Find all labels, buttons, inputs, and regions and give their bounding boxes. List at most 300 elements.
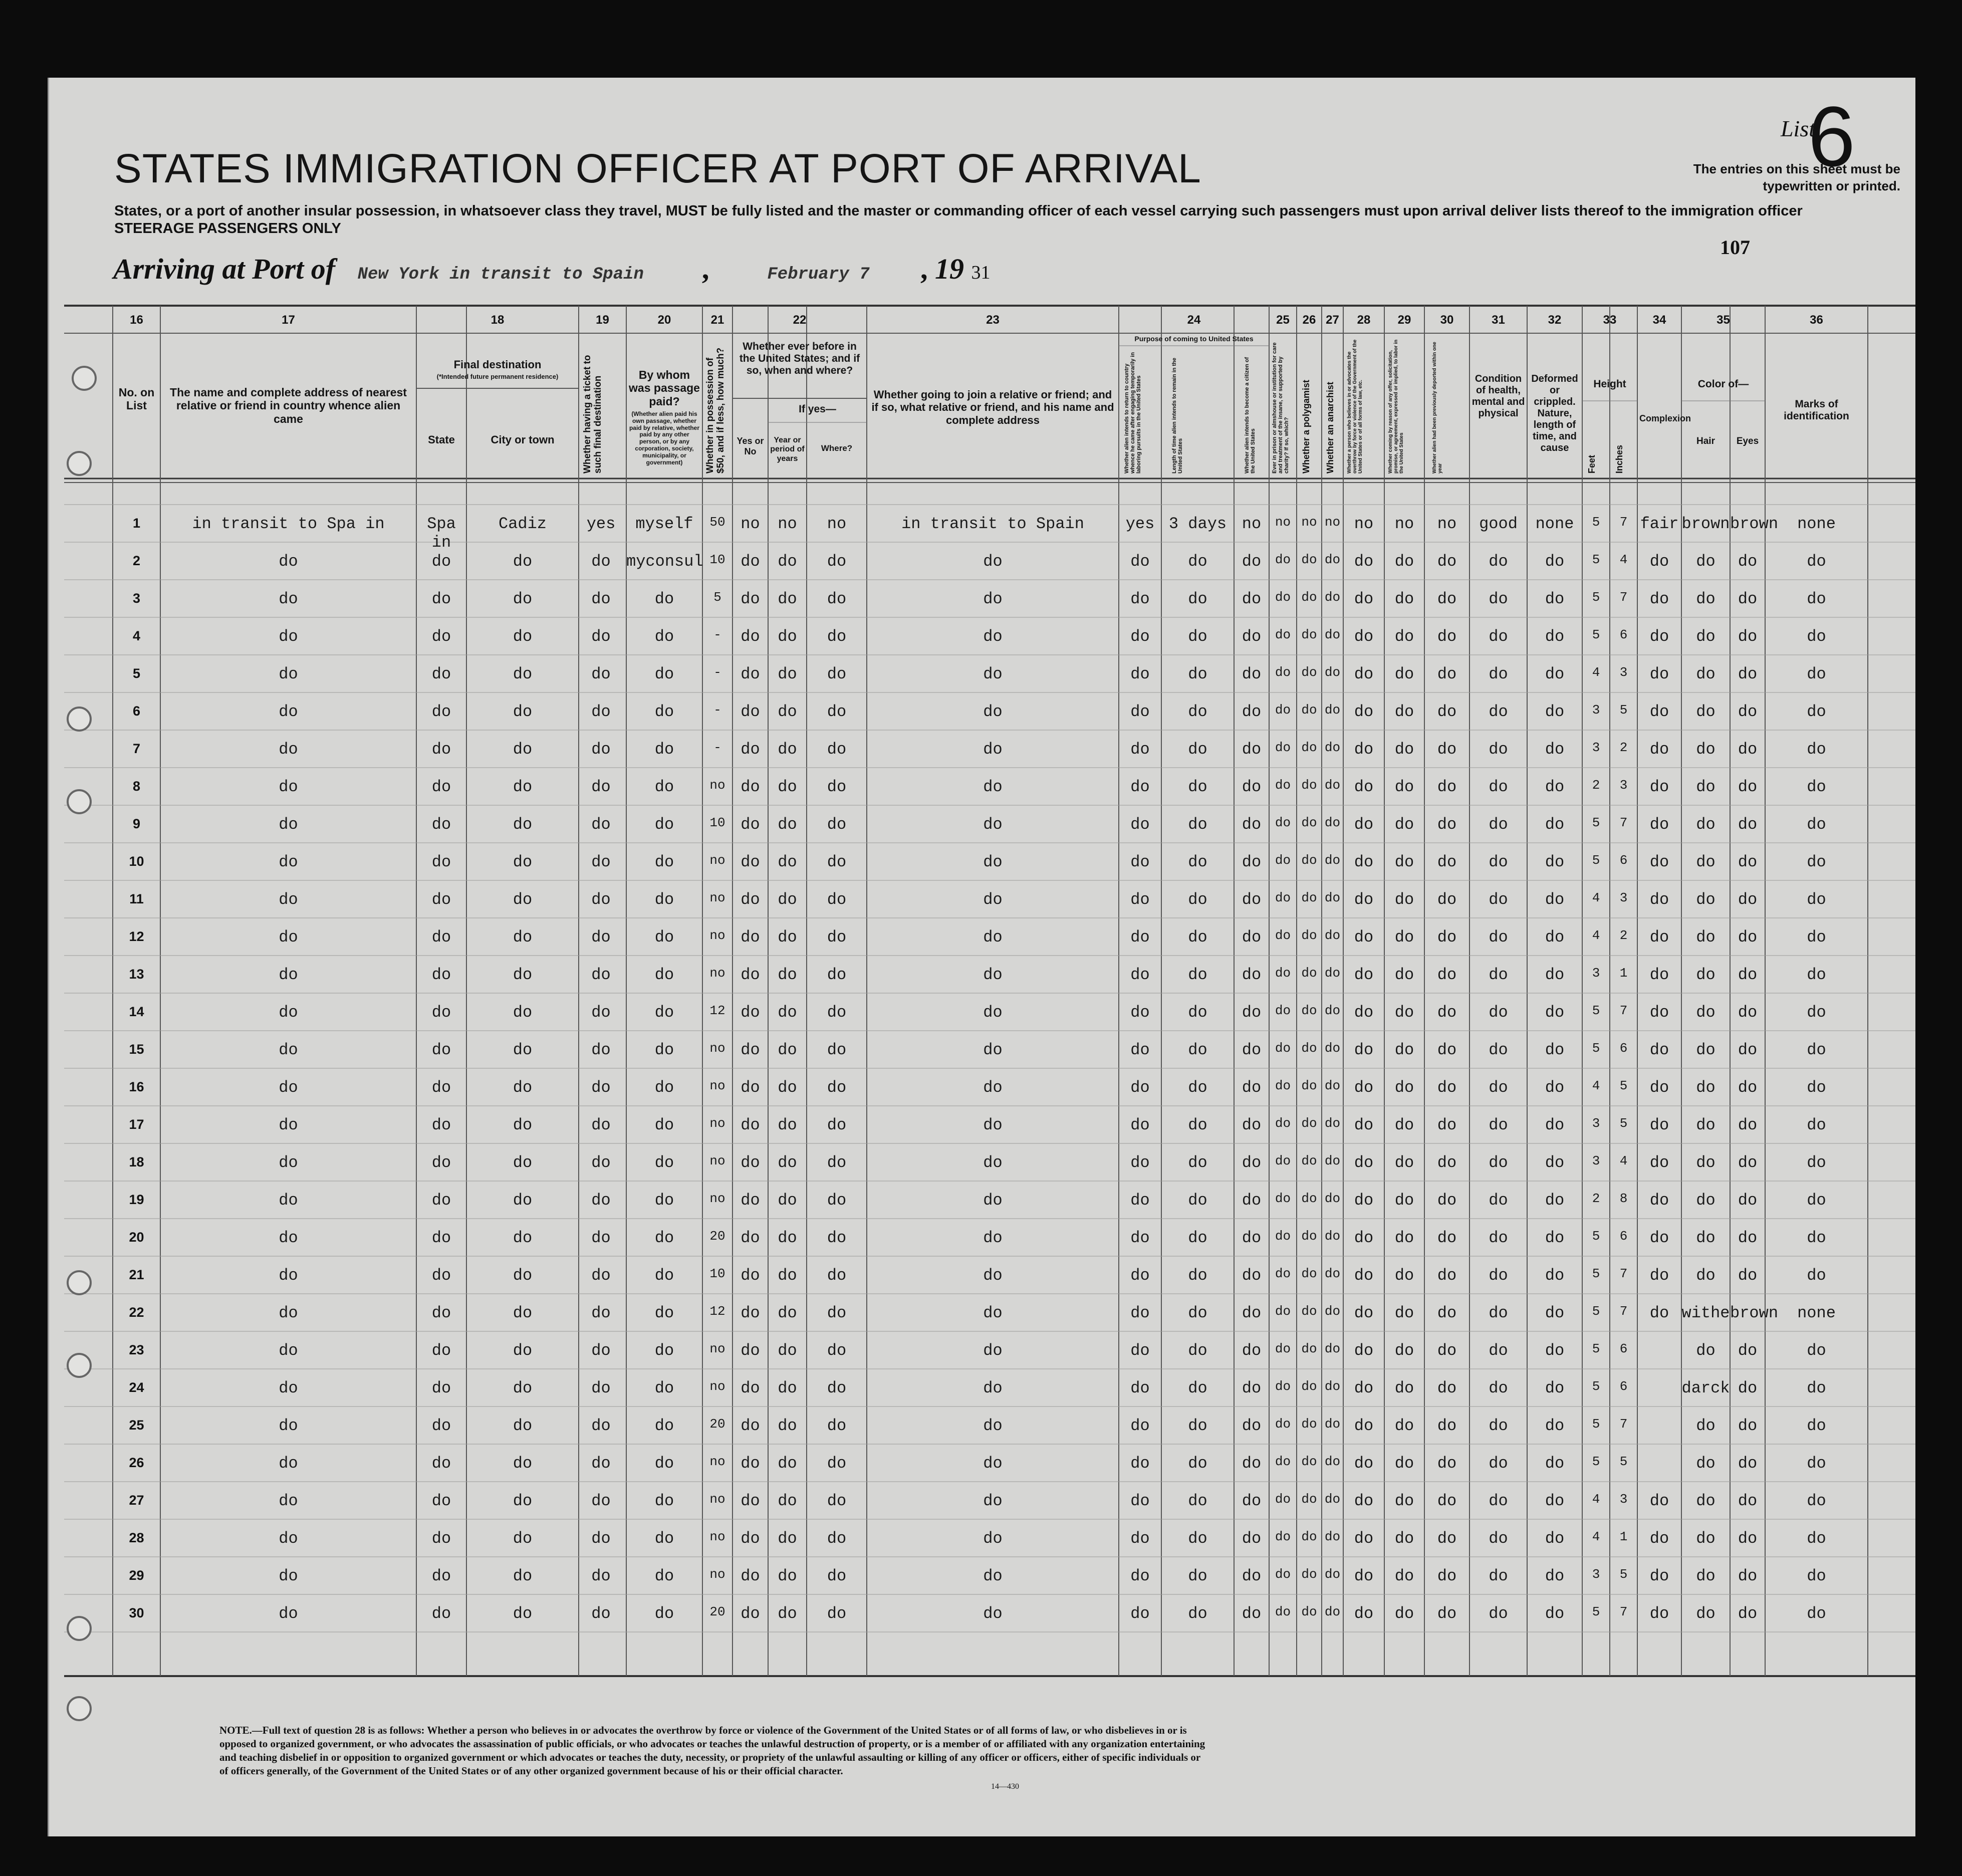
cell-yn: do: [741, 1153, 760, 1172]
cell-in: 7: [1619, 1003, 1628, 1018]
cell-wh: do: [827, 1078, 847, 1097]
cell-cx: do: [1649, 1191, 1669, 1210]
cell-wh: do: [827, 552, 847, 571]
cell-ey: do: [1738, 665, 1758, 683]
cell-paid: do: [654, 1454, 674, 1473]
cell-c29: do: [1394, 1003, 1414, 1022]
column-number: 29: [1397, 313, 1411, 327]
cell-c25: do: [1275, 1417, 1291, 1432]
cell-hr: do: [1696, 1078, 1715, 1097]
cell-join: do: [983, 627, 1003, 646]
column-number: 18: [491, 313, 505, 327]
cell-cx: do: [1649, 702, 1669, 721]
cell-tk: do: [591, 966, 611, 984]
cell-ft: 5: [1592, 1266, 1600, 1281]
cell-yr: do: [778, 1492, 797, 1510]
cell-p1: do: [1130, 1417, 1150, 1435]
cell-c29: do: [1394, 590, 1414, 608]
cell-p2: do: [1188, 702, 1207, 721]
cell-ft: 2: [1592, 1191, 1600, 1206]
cell-c17: do: [279, 1417, 298, 1435]
cell-m: no: [709, 1529, 725, 1544]
passenger-class: STEERAGE PASSENGERS ONLY: [114, 220, 341, 237]
cell-p1: do: [1130, 1116, 1150, 1134]
cell-join: do: [983, 552, 1003, 571]
cell-hl: do: [1489, 1153, 1508, 1172]
cell-st: do: [431, 1003, 451, 1022]
cell-c26: do: [1301, 1266, 1317, 1281]
cell-c17: do: [279, 1153, 298, 1172]
cell-yn: do: [741, 665, 760, 683]
cell-wh: do: [827, 740, 847, 759]
cell-p2: do: [1188, 1529, 1207, 1548]
cell-c29: do: [1394, 1304, 1414, 1322]
cell-st: do: [431, 1041, 451, 1059]
row-number: 11: [129, 891, 144, 906]
cell-c29: do: [1394, 853, 1414, 871]
cell-c28: do: [1354, 1417, 1374, 1435]
cell-in: 6: [1619, 1229, 1628, 1244]
cell-wh: do: [827, 665, 847, 683]
cell-tk: do: [591, 1454, 611, 1473]
cell-c27: do: [1324, 1041, 1341, 1056]
cell-c17: do: [279, 853, 298, 871]
cell-c29: do: [1394, 1191, 1414, 1210]
punch-hole: [67, 789, 92, 814]
header-join-relative: Whether going to join a relative or friend; and if so, what relative or friend, and his name and complete address: [871, 388, 1114, 426]
cell-c28: do: [1354, 1153, 1374, 1172]
row-number: 16: [129, 1079, 144, 1094]
cell-c27: do: [1324, 1116, 1341, 1131]
cell-st: do: [431, 853, 451, 871]
row-number: 7: [132, 741, 141, 756]
cell-wh: do: [827, 966, 847, 984]
cell-c26: do: [1301, 1191, 1317, 1206]
cell-c27: do: [1324, 590, 1341, 605]
cell-p3: do: [1242, 1078, 1262, 1097]
cell-hl: do: [1489, 1604, 1508, 1623]
cell-c17: do: [279, 665, 298, 683]
cell-join: in transit to Spain: [901, 515, 1084, 533]
cell-ey: brown: [1730, 515, 1779, 533]
cell-in: 5: [1619, 1567, 1628, 1582]
cell-df: do: [1545, 1041, 1565, 1059]
cell-in: 5: [1619, 1078, 1628, 1093]
cell-wh: do: [827, 1604, 847, 1623]
cell-c27: do: [1324, 890, 1341, 905]
cell-ey: do: [1738, 1153, 1758, 1172]
cell-mk: do: [1807, 928, 1826, 947]
cell-p1: do: [1130, 1229, 1150, 1247]
cell-c26: do: [1301, 1116, 1317, 1131]
cell-c30: do: [1437, 928, 1457, 947]
cell-c26: do: [1301, 1379, 1317, 1394]
cell-hr: do: [1696, 1492, 1715, 1510]
cell-p1: do: [1130, 1604, 1150, 1623]
cell-paid: do: [654, 928, 674, 947]
cell-p1: do: [1130, 1041, 1150, 1059]
cell-join: do: [983, 928, 1003, 947]
cell-city: do: [513, 1116, 533, 1134]
cell-yr: do: [778, 1191, 797, 1210]
cell-c27: do: [1324, 966, 1341, 981]
cell-join: do: [983, 1341, 1003, 1360]
cell-c28: do: [1354, 928, 1374, 947]
cell-paid: do: [654, 1341, 674, 1360]
page-title: STATES IMMIGRATION OFFICER AT PORT OF ARRIVAL: [114, 146, 1201, 191]
cell-paid: do: [654, 1229, 674, 1247]
cell-cx: do: [1649, 1266, 1669, 1285]
cell-st: do: [431, 1604, 451, 1623]
cell-wh: do: [827, 928, 847, 947]
cell-c26: do: [1301, 1417, 1317, 1432]
cell-yr: do: [778, 1604, 797, 1623]
cell-tk: do: [591, 1304, 611, 1322]
cell-p3: do: [1242, 1041, 1262, 1059]
cell-cx: do: [1649, 966, 1669, 984]
cell-df: do: [1545, 815, 1565, 834]
cell-p3: do: [1242, 1153, 1262, 1172]
cell-m: 10: [709, 815, 725, 830]
cell-p3: do: [1242, 778, 1262, 796]
cell-c25: do: [1275, 853, 1291, 868]
cell-c25: do: [1275, 627, 1291, 642]
cell-p3: do: [1242, 1604, 1262, 1623]
cell-ft: 2: [1592, 778, 1600, 793]
cell-ey: do: [1738, 1191, 1758, 1210]
cell-p2: do: [1188, 1604, 1207, 1623]
cell-ft: 5: [1592, 627, 1600, 642]
cell-st: do: [431, 1492, 451, 1510]
cell-c26: do: [1301, 552, 1317, 567]
cell-hr: do: [1696, 1041, 1715, 1059]
cell-paid: do: [654, 853, 674, 871]
cell-m: -: [713, 702, 721, 718]
cell-hl: do: [1489, 1567, 1508, 1585]
cell-c17: do: [279, 740, 298, 759]
cell-df: do: [1545, 1153, 1565, 1172]
cell-cx: fair: [1640, 515, 1679, 533]
cell-c30: do: [1437, 1041, 1457, 1059]
cell-c25: do: [1275, 1078, 1291, 1093]
cell-join: do: [983, 1417, 1003, 1435]
cell-tk: do: [591, 702, 611, 721]
header-no-on-list: No. on List: [118, 386, 155, 412]
cell-tk: do: [591, 1379, 611, 1397]
cell-city: do: [513, 853, 533, 871]
cell-city: do: [513, 590, 533, 608]
cell-yr: do: [778, 1529, 797, 1548]
cell-c27: do: [1324, 740, 1341, 755]
cell-cx: do: [1649, 552, 1669, 571]
cell-c17: do: [279, 590, 298, 608]
cell-tk: do: [591, 1567, 611, 1585]
cell-city: do: [513, 552, 533, 571]
cell-c28: do: [1354, 702, 1374, 721]
cell-cx: do: [1649, 853, 1669, 871]
cell-city: do: [513, 1379, 533, 1397]
column-number: 28: [1357, 313, 1371, 327]
cell-p3: do: [1242, 1003, 1262, 1022]
column-number: 36: [1810, 313, 1823, 327]
cell-p3: do: [1242, 853, 1262, 871]
cell-city: Cadiz: [498, 515, 547, 533]
cell-p2: do: [1188, 740, 1207, 759]
cell-df: do: [1545, 890, 1565, 909]
cell-cx: do: [1649, 890, 1669, 909]
cell-tk: do: [591, 1153, 611, 1172]
cell-c26: do: [1301, 1341, 1317, 1356]
cell-mk: do: [1807, 1379, 1826, 1397]
cell-ft: 5: [1592, 1229, 1600, 1244]
header-state: State: [428, 433, 455, 446]
cell-p2: do: [1188, 778, 1207, 796]
cell-wh: do: [827, 853, 847, 871]
cell-c25: do: [1275, 1304, 1291, 1319]
cell-yr: do: [778, 627, 797, 646]
cell-join: do: [983, 778, 1003, 796]
cell-p1: do: [1130, 702, 1150, 721]
cell-cx: do: [1649, 1116, 1669, 1134]
cell-st: do: [431, 1454, 451, 1473]
cell-hl: do: [1489, 627, 1508, 646]
cell-c26: do: [1301, 1041, 1317, 1056]
cell-yn: do: [741, 1567, 760, 1585]
header-where: Where?: [821, 443, 853, 453]
cell-c30: do: [1437, 1454, 1457, 1473]
cell-wh: do: [827, 1379, 847, 1397]
cell-p1: do: [1130, 1379, 1150, 1397]
cell-p1: do: [1130, 1454, 1150, 1473]
header-height: Height: [1593, 378, 1626, 390]
header-overthrow: Whether a person who believes in or advocates the overthrow by force or violence of the Government of the United States or of all forms of law, etc.: [1347, 339, 1363, 474]
sheet-number: 107: [1720, 236, 1750, 259]
cell-st: do: [431, 627, 451, 646]
cell-st: do: [431, 1379, 451, 1397]
cell-ey: do: [1738, 552, 1758, 571]
cell-m: 5: [713, 590, 721, 605]
cell-c27: do: [1324, 778, 1341, 793]
header-color-of: Color of—: [1697, 378, 1749, 390]
cell-cx: do: [1649, 1604, 1669, 1623]
cell-p2: do: [1188, 1116, 1207, 1134]
cell-p2: do: [1188, 815, 1207, 834]
cell-m: no: [709, 1454, 725, 1469]
cell-df: do: [1545, 1379, 1565, 1397]
cell-ey: do: [1738, 890, 1758, 909]
cell-p3: do: [1242, 1417, 1262, 1435]
cell-df: do: [1545, 665, 1565, 683]
cell-wh: do: [827, 1492, 847, 1510]
cell-m: 10: [709, 1266, 725, 1281]
cell-hl: do: [1489, 1492, 1508, 1510]
cell-yr: do: [778, 928, 797, 947]
cell-df: do: [1545, 1229, 1565, 1247]
cell-yr: do: [778, 590, 797, 608]
cell-c25: do: [1275, 778, 1291, 793]
cell-ey: do: [1738, 1003, 1758, 1022]
cell-p3: do: [1242, 1529, 1262, 1548]
cell-in: 5: [1619, 1116, 1628, 1131]
cell-hr: do: [1696, 890, 1715, 909]
cell-c29: do: [1394, 1153, 1414, 1172]
cell-hr: do: [1696, 552, 1715, 571]
column-number: 34: [1652, 313, 1666, 327]
cell-c25: do: [1275, 1492, 1291, 1507]
header-hair: Hair: [1696, 436, 1715, 446]
cell-ft: 4: [1592, 1078, 1600, 1093]
cell-p1: yes: [1125, 515, 1155, 533]
arriving-label: Arriving at Port of: [113, 253, 336, 285]
cell-p2: do: [1188, 1003, 1207, 1022]
cell-ft: 4: [1592, 1529, 1600, 1544]
cell-p1: do: [1130, 853, 1150, 871]
cell-mk: do: [1807, 665, 1826, 683]
cell-cx: do: [1649, 740, 1669, 759]
cell-m: -: [713, 665, 721, 680]
cell-c27: do: [1324, 1417, 1341, 1432]
cell-cx: do: [1649, 815, 1669, 834]
cell-df: do: [1545, 1417, 1565, 1435]
cell-c29: do: [1394, 815, 1414, 834]
cell-join: do: [983, 1003, 1003, 1022]
cell-in: 7: [1619, 515, 1628, 530]
cell-c28: do: [1354, 1341, 1374, 1360]
punch-hole: [67, 707, 92, 732]
cell-c17: in transit to Spa in: [192, 515, 385, 533]
cell-c26: do: [1301, 928, 1317, 943]
cell-c29: do: [1394, 1229, 1414, 1247]
cell-c25: do: [1275, 1191, 1291, 1206]
cell-c17: do: [279, 1041, 298, 1059]
cell-hr: withe: [1681, 1304, 1730, 1322]
cell-ey: do: [1738, 853, 1758, 871]
cell-join: do: [983, 1604, 1003, 1623]
cell-in: 7: [1619, 1417, 1628, 1432]
row-number: 24: [129, 1380, 144, 1395]
cell-paid: do: [654, 665, 674, 683]
cell-city: do: [513, 1341, 533, 1360]
header-purpose-length: Length of time alien intends to remain in the United States: [1171, 357, 1184, 474]
cell-hl: do: [1489, 853, 1508, 871]
cell-c17: do: [279, 1191, 298, 1210]
cell-hl: do: [1489, 702, 1508, 721]
cell-c27: do: [1324, 1003, 1341, 1018]
cell-paid: do: [654, 627, 674, 646]
header-deformed: Deformed or crippled. Nature, length of time, and cause: [1531, 373, 1578, 453]
cell-c29: do: [1394, 1604, 1414, 1623]
cell-hl: good: [1479, 515, 1518, 533]
cell-c27: do: [1324, 1567, 1341, 1582]
cell-in: 7: [1619, 590, 1628, 605]
arrival-line: Arriving at Port of New York in transit to Spain , February 7 , 19 31: [113, 253, 991, 285]
cell-cx: do: [1649, 665, 1669, 683]
cell-c28: do: [1354, 1003, 1374, 1022]
cell-c29: do: [1394, 702, 1414, 721]
cell-m: no: [709, 1379, 725, 1394]
cell-m: no: [709, 1567, 725, 1582]
cell-c25: do: [1275, 552, 1291, 567]
cell-tk: do: [591, 853, 611, 871]
cell-st: do: [431, 966, 451, 984]
cell-m: no: [709, 1153, 725, 1168]
cell-wh: no: [827, 515, 847, 533]
cell-c17: do: [279, 966, 298, 984]
cell-mk: do: [1807, 1191, 1826, 1210]
cell-ey: do: [1738, 740, 1758, 759]
cell-yn: do: [741, 928, 760, 947]
cell-join: do: [983, 1153, 1003, 1172]
cell-ft: 5: [1592, 1341, 1600, 1356]
cell-c17: do: [279, 1341, 298, 1360]
cell-wh: do: [827, 778, 847, 796]
cell-c25: do: [1275, 1604, 1291, 1619]
cell-hl: do: [1489, 590, 1508, 608]
cell-mk: do: [1807, 1116, 1826, 1134]
cell-c29: do: [1394, 627, 1414, 646]
cell-yr: do: [778, 1116, 797, 1134]
cell-hr: do: [1696, 966, 1715, 984]
cell-tk: do: [591, 627, 611, 646]
row-number: 1: [132, 516, 141, 531]
cell-yr: do: [778, 665, 797, 683]
cell-st: do: [431, 1153, 451, 1172]
cell-df: do: [1545, 1529, 1565, 1548]
cell-p1: do: [1130, 1003, 1150, 1022]
cell-df: do: [1545, 1304, 1565, 1322]
cell-df: do: [1545, 1567, 1565, 1585]
cell-yr: do: [778, 1379, 797, 1397]
cell-df: do: [1545, 1492, 1565, 1510]
cell-cx: do: [1649, 627, 1669, 646]
cell-mk: do: [1807, 1417, 1826, 1435]
cell-c25: do: [1275, 665, 1291, 680]
column-number: 26: [1302, 313, 1316, 327]
cell-c28: do: [1354, 1604, 1374, 1623]
cell-mk: none: [1797, 1304, 1836, 1322]
header-passage-note: (Whether alien paid his own passage, whether paid by relative, whether paid by any other person, or by any corporation, society, municipality, or government): [629, 410, 700, 466]
cell-ey: do: [1738, 1454, 1758, 1473]
cell-hr: do: [1696, 627, 1715, 646]
cell-wh: do: [827, 1567, 847, 1585]
cell-st: do: [431, 1529, 451, 1548]
cell-ey: do: [1738, 928, 1758, 947]
cell-st: do: [431, 702, 451, 721]
instructions-line: States, or a port of another insular possession, in whatsoever class they travel, MUST be fully listed and the master or commanding officer of each vessel carrying such passengers must upon arrival deliver lists thereof to the immigration officer: [114, 203, 1803, 219]
cell-mk: do: [1807, 1153, 1826, 1172]
cell-c30: do: [1437, 1529, 1457, 1548]
cell-yn: do: [741, 552, 760, 571]
cell-mk: do: [1807, 740, 1826, 759]
cell-p1: do: [1130, 1529, 1150, 1548]
cell-c27: do: [1324, 1529, 1341, 1544]
cell-df: do: [1545, 552, 1565, 571]
cell-c26: do: [1301, 1078, 1317, 1093]
cell-st: do: [431, 1229, 451, 1247]
cell-ft: 3: [1592, 1567, 1600, 1582]
cell-ey: do: [1738, 1492, 1758, 1510]
cell-mk: do: [1807, 853, 1826, 871]
cell-ey: do: [1738, 966, 1758, 984]
column-number: 23: [986, 313, 1000, 327]
cell-yr: do: [778, 778, 797, 796]
cell-ft: 5: [1592, 1454, 1600, 1469]
cell-p2: do: [1188, 627, 1207, 646]
header-city: City or town: [491, 433, 555, 446]
cell-c28: do: [1354, 627, 1374, 646]
row-number: 29: [129, 1568, 144, 1583]
column-number: 35: [1716, 313, 1730, 327]
